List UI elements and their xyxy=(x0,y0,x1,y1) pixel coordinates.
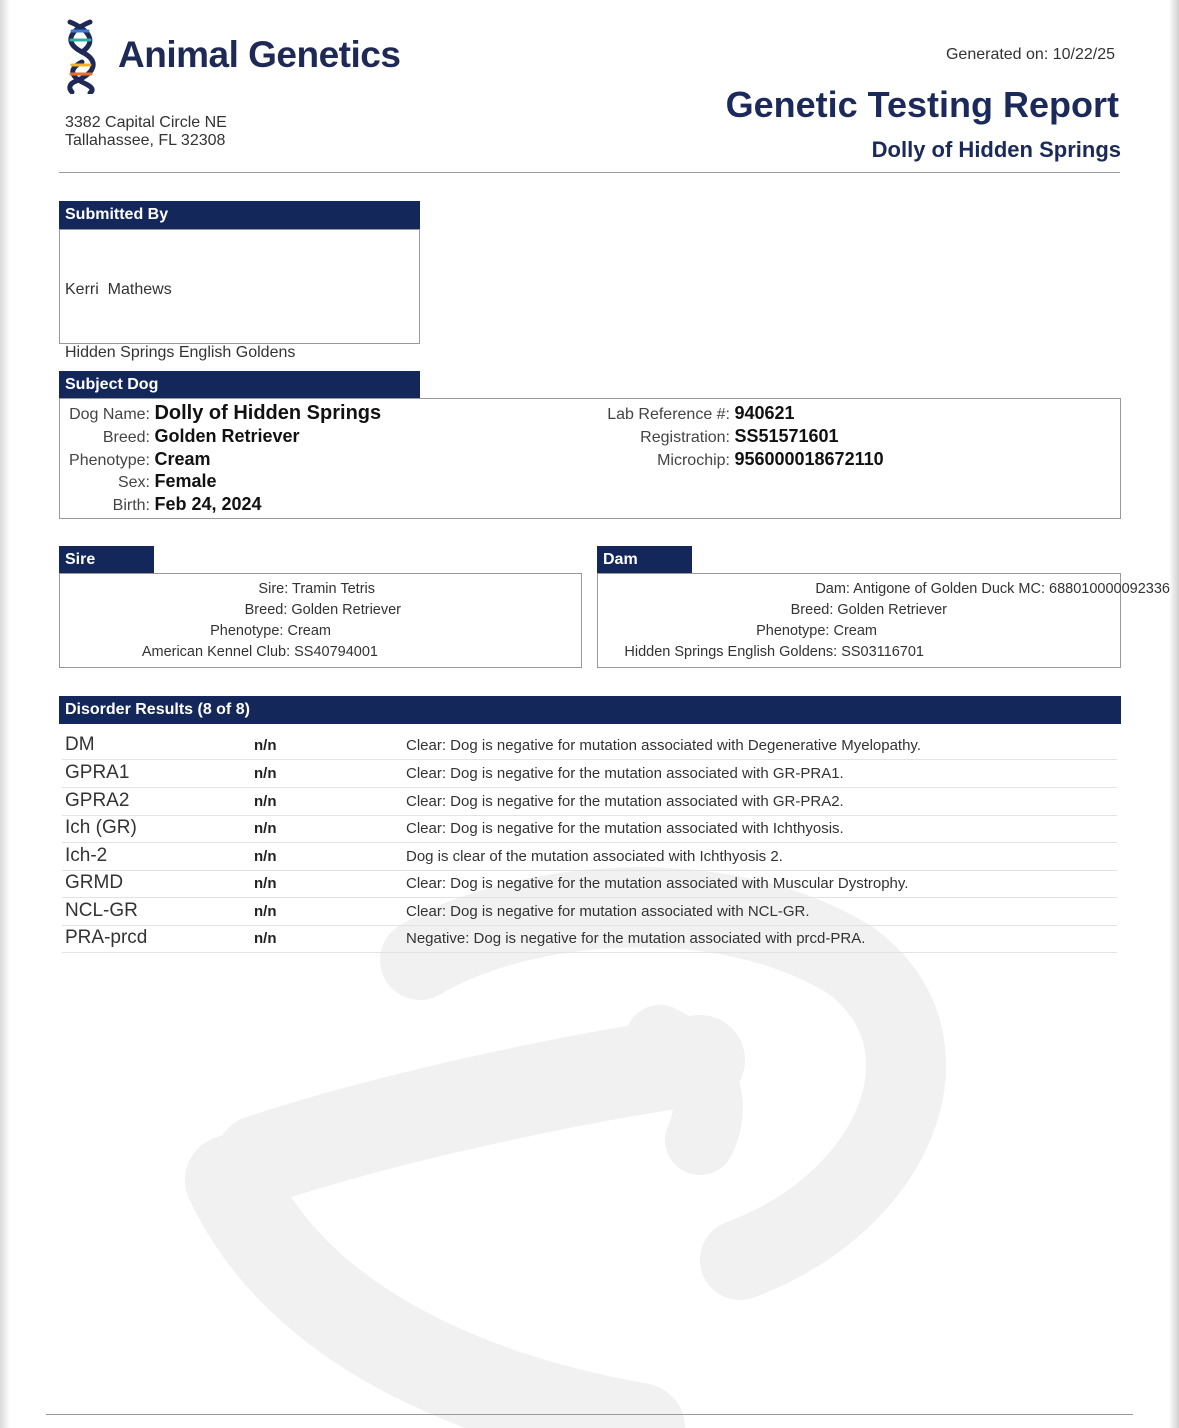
genotype: n/n xyxy=(254,737,277,754)
genotype: n/n xyxy=(254,875,277,892)
footer-divider xyxy=(46,1414,1133,1415)
microchip-row xyxy=(596,449,884,470)
birth-row xyxy=(62,494,262,515)
genotype: n/n xyxy=(254,765,277,782)
header-divider xyxy=(59,172,1120,173)
disorder-results-heading: Disorder Results (8 of 8) xyxy=(59,696,1121,724)
result-row xyxy=(62,731,1117,760)
sex-label: Sex: xyxy=(117,474,150,491)
dam-registration: Hidden Springs English Goldens: SS03116701 xyxy=(624,644,924,660)
genotype: n/n xyxy=(254,848,277,865)
brand-name: Animal Genetics xyxy=(118,34,401,75)
sire-breed: Breed: Golden Retriever xyxy=(244,602,401,618)
disorder-code: Ich (GR) xyxy=(65,817,137,838)
report-subtitle: Dolly of Hidden Springs xyxy=(871,137,1121,162)
phenotype-label: Phenotype: xyxy=(69,452,150,469)
breed-row xyxy=(62,426,300,447)
dam-phenotype: Phenotype: Cream xyxy=(756,623,877,639)
disorder-code: NCL-GR xyxy=(65,900,138,921)
submitter-name: Kerri Mathews xyxy=(65,281,172,298)
result-row xyxy=(62,814,1117,843)
result-description: Clear: Dog is negative for the mutation associated with GR-PRA1. xyxy=(406,765,844,782)
dam-heading: Dam xyxy=(597,546,692,574)
result-row xyxy=(62,869,1117,898)
lab-address xyxy=(65,114,227,150)
page-shadow-left xyxy=(0,0,10,1428)
result-description: Clear: Dog is negative for the mutation associated with GR-PRA2. xyxy=(406,793,844,810)
result-row xyxy=(62,924,1117,953)
genotype: n/n xyxy=(254,820,277,837)
breed-value: Golden Retriever xyxy=(154,426,300,446)
result-description: Dog is clear of the mutation associated with Ichthyosis 2. xyxy=(406,848,783,865)
disorder-code: PRA-prcd xyxy=(65,927,148,948)
sire-registration: American Kennel Club: SS40794001 xyxy=(141,644,378,660)
generated-date: Generated on: 10/22/25 xyxy=(945,46,1115,63)
dog-name-label: Dog Name: xyxy=(69,406,150,423)
genotype: n/n xyxy=(254,930,277,947)
result-description: Clear: Dog is negative for mutation associated with NCL-GR. xyxy=(406,903,810,920)
disorder-code: GRMD xyxy=(65,872,124,893)
registration-label: Registration: xyxy=(640,429,730,446)
genotype: n/n xyxy=(254,793,277,810)
disorder-code: Ich-2 xyxy=(65,845,108,866)
registration-row xyxy=(596,426,839,447)
result-row xyxy=(62,842,1117,871)
result-description: Clear: Dog is negative for the mutation associated with Ichthyosis. xyxy=(406,820,844,837)
birth-label: Birth: xyxy=(112,497,150,514)
sire-heading: Sire xyxy=(59,546,154,574)
lab-reference-value: 940621 xyxy=(734,403,795,423)
submitted-by-details xyxy=(65,237,295,384)
breed-label: Breed: xyxy=(102,429,150,446)
phenotype-row xyxy=(62,449,210,470)
microchip-value: 956000018672110 xyxy=(734,449,884,469)
page-shadow-right xyxy=(1169,0,1179,1428)
dog-name-value: Dolly of Hidden Springs xyxy=(154,402,382,424)
result-description: Clear: Dog is negative for the mutation associated with Muscular Dystrophy. xyxy=(406,875,909,892)
submitted-by-heading: Submitted By xyxy=(59,201,420,229)
disorder-code: GPRA1 xyxy=(65,762,130,783)
lab-reference-label: Lab Reference #: xyxy=(607,406,730,423)
result-description: Clear: Dog is negative for mutation associated with Degenerative Myelopathy. xyxy=(406,737,921,754)
address-line-1: 3382 Capital Circle NE xyxy=(65,114,227,131)
birth-value: Feb 24, 2024 xyxy=(154,494,262,514)
phenotype-value: Cream xyxy=(154,449,211,469)
sire-phenotype: Phenotype: Cream xyxy=(210,623,331,639)
microchip-label: Microchip: xyxy=(657,452,730,469)
lab-reference-row xyxy=(596,403,795,424)
dna-logo-icon xyxy=(60,18,104,94)
sex-row xyxy=(62,471,217,492)
report-title: Genetic Testing Report xyxy=(725,84,1119,125)
registration-value: SS51571601 xyxy=(734,426,839,446)
dog-name-row xyxy=(62,402,381,425)
address-line-2: Tallahassee, FL 32308 xyxy=(65,132,226,149)
disorder-code: GPRA2 xyxy=(65,790,130,811)
result-row xyxy=(62,787,1117,816)
result-description: Negative: Dog is negative for the mutation associated with prcd-PRA. xyxy=(406,930,866,947)
disorder-code: DM xyxy=(65,734,95,755)
sire-name: Sire: Tramin Tetris xyxy=(258,581,375,597)
submitter-kennel: Hidden Springs English Goldens xyxy=(65,344,296,361)
result-row xyxy=(62,759,1117,788)
sex-value: Female xyxy=(154,471,217,491)
dam-name: Dam: Antigone of Golden Duck MC: 688010000092336 xyxy=(815,581,1170,597)
dam-breed: Breed: Golden Retriever xyxy=(790,602,947,618)
genotype: n/n xyxy=(254,903,277,920)
result-row xyxy=(62,897,1117,926)
subject-dog-heading: Subject Dog xyxy=(59,371,420,399)
